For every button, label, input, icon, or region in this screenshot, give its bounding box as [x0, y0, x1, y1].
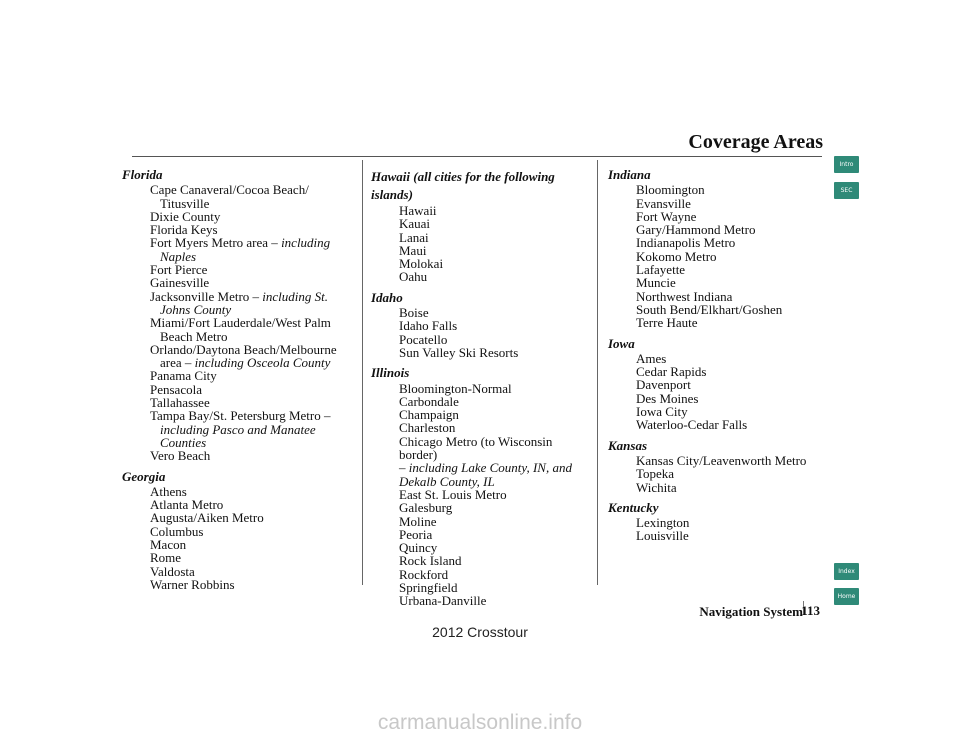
- area-continuation: [160, 423, 352, 436]
- coverage-area: [399, 333, 591, 346]
- coverage-area: [399, 515, 591, 528]
- area-name: Waterloo-Cedar Falls: [636, 417, 748, 433]
- coverage-area: [399, 554, 591, 567]
- area-name: Jacksonville Metro –: [150, 288, 263, 304]
- area-name: Rockford: [399, 566, 449, 582]
- area-continuation: [160, 330, 352, 343]
- area-name: Louisville: [636, 528, 689, 544]
- watermark: carmanualsonline.info: [377, 711, 583, 734]
- area-name: Warner Robbins: [150, 576, 235, 592]
- area-note-cont: including Osceola County: [194, 355, 331, 371]
- area-note-cont: Naples: [160, 248, 197, 264]
- area-continuation: [160, 250, 352, 263]
- home-tab[interactable]: Home: [834, 588, 859, 605]
- area-name: Galesburg: [399, 500, 453, 516]
- area-name: Fort Myers Metro area –: [150, 235, 282, 251]
- area-name: Columbus: [150, 523, 204, 539]
- coverage-area: [399, 346, 591, 359]
- area-name: Muncie: [636, 275, 676, 291]
- coverage-area: [150, 525, 352, 538]
- area-name: Springfield: [399, 580, 458, 596]
- area-name: Oahu: [399, 269, 428, 285]
- coverage-area: [636, 405, 818, 418]
- footer-section-name: Navigation System: [699, 604, 803, 619]
- area-name: Bloomington: [636, 182, 705, 198]
- title-rule: [132, 156, 822, 157]
- coverage-area: [636, 210, 818, 223]
- area-name: Macon: [150, 537, 187, 553]
- state-heading: Florida: [122, 167, 163, 182]
- area-name: Topeka: [636, 466, 675, 482]
- area-name: Evansville: [636, 195, 691, 211]
- area-name: Wichita: [636, 479, 677, 495]
- area-name: Pocatello: [399, 331, 448, 347]
- area-continuation: [160, 197, 352, 210]
- area-name: Athens: [150, 483, 187, 499]
- index-tab[interactable]: Index: [834, 563, 859, 580]
- area-name: Gary/Hammond Metro: [636, 222, 756, 238]
- state-heading: Hawaii (all cities for the following islands): [371, 169, 555, 202]
- coverage-area: [399, 231, 591, 244]
- state-heading: Illinois: [371, 365, 410, 381]
- coverage-area: [636, 183, 818, 196]
- area-note-cont: including Pasco and Manatee: [160, 421, 316, 437]
- coverage-area: [150, 449, 352, 462]
- area-name: Iowa City: [636, 404, 688, 420]
- intro-tab[interactable]: Intro: [834, 156, 859, 173]
- coverage-column-3: [608, 168, 818, 543]
- coverage-area: [150, 538, 352, 551]
- coverage-area: [150, 263, 352, 276]
- coverage-area: [636, 276, 818, 289]
- area-name: Molokai: [399, 256, 444, 272]
- coverage-area: [399, 270, 591, 283]
- area-continuation: [160, 356, 352, 369]
- area-name: Chicago Metro (to Wisconsin border): [399, 433, 553, 463]
- area-note-cont: – including Lake County, IN, and: [399, 460, 572, 476]
- coverage-area: [636, 290, 818, 303]
- area-name: Lanai: [399, 229, 429, 245]
- state-heading: Iowa: [608, 335, 635, 351]
- coverage-area: [150, 498, 352, 511]
- model-year: 2012 Crosstour: [432, 624, 528, 640]
- coverage-area: [636, 250, 818, 263]
- column-divider: [362, 160, 363, 585]
- coverage-area: [399, 488, 591, 501]
- page-title: Coverage Areas: [688, 131, 823, 153]
- coverage-area: [399, 382, 591, 395]
- area-name: Rock Island: [399, 553, 462, 569]
- coverage-area: [399, 306, 591, 319]
- coverage-area: [150, 236, 352, 249]
- coverage-area: [399, 257, 591, 270]
- area-name: Hawaii: [399, 203, 437, 218]
- coverage-area: [636, 418, 818, 431]
- coverage-area: [399, 395, 591, 408]
- area-name-cont: Titusville: [160, 195, 210, 211]
- area-name: South Bend/Elkhart/Goshen: [636, 301, 783, 317]
- area-name: Lexington: [636, 515, 690, 531]
- area-note: including St.: [262, 288, 329, 304]
- area-note-cont: Johns County: [160, 301, 232, 317]
- area-name: Idaho Falls: [399, 318, 458, 334]
- coverage-area: [636, 529, 818, 542]
- coverage-area: [150, 210, 352, 223]
- state-heading: Kansas: [608, 437, 648, 453]
- area-name: Gainesville: [150, 275, 210, 291]
- coverage-area: [399, 435, 591, 462]
- area-name: Cape Canaveral/Cocoa Beach/: [150, 182, 309, 198]
- coverage-area: [636, 352, 818, 365]
- area-name: Augusta/Aiken Metro: [150, 510, 264, 526]
- coverage-area: [150, 396, 352, 409]
- area-continuation: [399, 461, 591, 474]
- coverage-area: [636, 467, 818, 480]
- coverage-area: [150, 343, 352, 356]
- area-name: Moline: [399, 513, 437, 529]
- area-name: Valdosta: [150, 563, 195, 579]
- coverage-area: [399, 594, 591, 607]
- page-number: 113: [801, 603, 820, 618]
- area-name: Atlanta Metro: [150, 497, 224, 513]
- area-note: including: [281, 235, 331, 251]
- coverage-area: [636, 392, 818, 405]
- coverage-area: [399, 217, 591, 230]
- coverage-area: [636, 303, 818, 316]
- coverage-area: [399, 244, 591, 257]
- coverage-area: [399, 408, 591, 421]
- coverage-area: [150, 183, 352, 196]
- area-name: Sun Valley Ski Resorts: [399, 344, 519, 360]
- coverage-area: [636, 516, 818, 529]
- area-name: Charleston: [399, 420, 456, 436]
- area-name: Fort Pierce: [150, 262, 208, 278]
- area-name: Quincy: [399, 540, 438, 556]
- coverage-area: [636, 365, 818, 378]
- area-name: Pensacola: [150, 381, 202, 397]
- coverage-area: [636, 316, 818, 329]
- area-name: Kauai: [399, 216, 431, 232]
- area-name: Orlando/Daytona Beach/Melbourne: [150, 341, 337, 357]
- coverage-area: [150, 578, 352, 591]
- area-name: Vero Beach: [150, 448, 211, 464]
- area-note-cont: Counties: [160, 434, 207, 450]
- area-name-cont: Beach Metro: [160, 328, 228, 344]
- sec-tab[interactable]: SEC: [834, 182, 859, 199]
- area-name: Ames: [636, 350, 667, 366]
- area-name: Terre Haute: [636, 315, 698, 331]
- coverage-area: [399, 204, 591, 217]
- coverage-area: [150, 369, 352, 382]
- area-name: Carbondale: [399, 393, 459, 409]
- area-name: Davenport: [636, 377, 691, 393]
- coverage-area: [636, 263, 818, 276]
- area-name: Tampa Bay/St. Petersburg Metro –: [150, 408, 331, 424]
- coverage-area: [636, 197, 818, 210]
- area-name: Lafayette: [636, 262, 686, 278]
- coverage-area: [399, 319, 591, 332]
- coverage-area: [150, 409, 352, 422]
- coverage-area: [150, 276, 352, 289]
- area-name: Dixie County: [150, 208, 221, 224]
- area-name: Peoria: [399, 526, 433, 542]
- coverage-area: [150, 565, 352, 578]
- coverage-area: [399, 541, 591, 554]
- area-name: Miami/Fort Lauderdale/West Palm: [150, 315, 331, 331]
- area-name: Tallahassee: [150, 395, 210, 411]
- area-note-cont: Dekalb County, IL: [399, 473, 495, 489]
- area-name: Champaign: [399, 407, 459, 423]
- coverage-area: [399, 568, 591, 581]
- area-name: Urbana-Danville: [399, 593, 487, 609]
- state-heading: Georgia: [122, 468, 166, 484]
- coverage-area: [399, 581, 591, 594]
- coverage-area: [399, 421, 591, 434]
- area-name: Indianapolis Metro: [636, 235, 736, 251]
- coverage-area: [636, 223, 818, 236]
- coverage-column-2: [371, 168, 591, 608]
- coverage-area: [150, 290, 352, 303]
- area-name: Bloomington-Normal: [399, 380, 512, 396]
- column-divider: [597, 160, 598, 585]
- coverage-area: [399, 501, 591, 514]
- area-name: East St. Louis Metro: [399, 486, 507, 502]
- area-name: Florida Keys: [150, 222, 218, 238]
- area-continuation: [160, 303, 352, 316]
- state-heading: Idaho: [371, 289, 403, 305]
- area-name-cont: area –: [160, 355, 195, 371]
- area-name: Rome: [150, 550, 182, 566]
- area-name: Kansas City/Leavenworth Metro: [636, 452, 807, 468]
- coverage-area: [150, 551, 352, 564]
- coverage-area: [150, 223, 352, 236]
- area-name: Fort Wayne: [636, 208, 697, 224]
- area-name: Northwest Indiana: [636, 288, 733, 304]
- area-name: Panama City: [150, 368, 217, 384]
- area-name: Des Moines: [636, 390, 699, 406]
- area-name: Kokomo Metro: [636, 248, 717, 264]
- area-name: Cedar Rapids: [636, 364, 707, 380]
- area-name: Boise: [399, 305, 429, 321]
- coverage-area: [150, 485, 352, 498]
- coverage-area: [636, 378, 818, 391]
- coverage-area: [150, 316, 352, 329]
- coverage-area: [399, 528, 591, 541]
- coverage-area: [636, 481, 818, 494]
- state-heading: Indiana: [608, 167, 651, 182]
- coverage-column-1: [122, 168, 352, 591]
- state-heading: Kentucky: [608, 499, 659, 515]
- area-name: Maui: [399, 242, 427, 258]
- coverage-area: [636, 236, 818, 249]
- coverage-area: [150, 383, 352, 396]
- coverage-area: [150, 511, 352, 524]
- coverage-area: [636, 454, 818, 467]
